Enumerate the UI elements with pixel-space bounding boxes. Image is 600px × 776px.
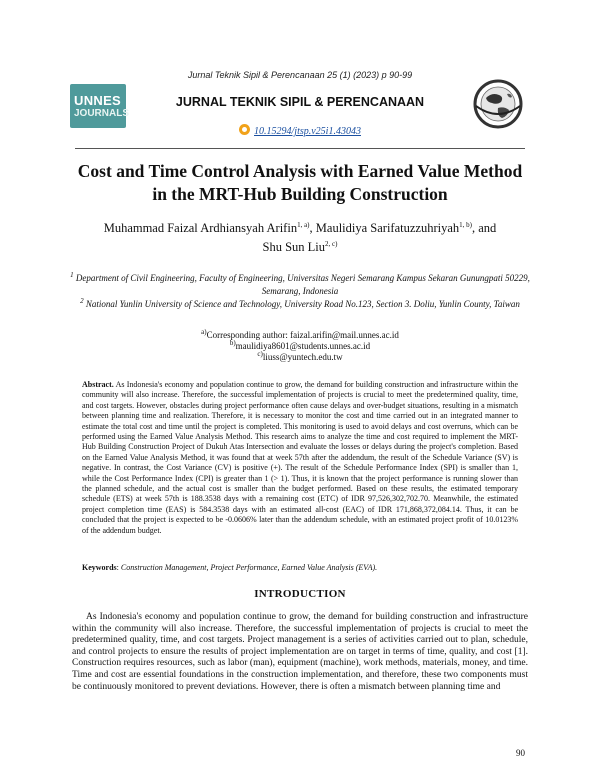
corresponding-emails bbox=[0, 330, 600, 363]
abstract bbox=[82, 380, 518, 536]
author-marker: 1, a) bbox=[297, 220, 310, 229]
abstract-label: Abstract. bbox=[82, 380, 114, 389]
author-list bbox=[60, 219, 540, 257]
affiliation-text: National Yunlin University of Science and Technology, University Road No.123, Section 3. Doliu, Yunlin County, Taiwan bbox=[85, 299, 520, 309]
logo-text-line1: UNNES bbox=[74, 93, 122, 108]
header-divider bbox=[75, 148, 525, 149]
affiliation-marker: 2 bbox=[80, 297, 84, 305]
author-name: Maulidiya Sarifatuzzuhriyah bbox=[315, 221, 460, 235]
author-separator: , and bbox=[471, 221, 497, 235]
title-line-2: in the MRT-Hub Building Construction bbox=[152, 184, 448, 204]
journal-name: JURNAL TEKNIK SIPIL & PERENCANAAN bbox=[175, 95, 425, 109]
author-email: liuss@yuntech.edu.tw bbox=[262, 352, 343, 362]
author-separator: , bbox=[309, 221, 316, 235]
page-number: 90 bbox=[516, 748, 525, 758]
article-title bbox=[60, 160, 540, 206]
keywords: Keywords: Construction Management, Project Performance, Earned Value Analysis (EVA). bbox=[82, 563, 378, 572]
author-email: maulidiya8601@students.unnes.ac.id bbox=[235, 341, 371, 351]
section-heading-introduction: INTRODUCTION bbox=[254, 588, 346, 600]
email-marker: b) bbox=[229, 339, 236, 347]
author-name: Shu Sun Liu bbox=[262, 240, 326, 254]
affiliation-1 bbox=[70, 272, 530, 298]
doi-line bbox=[0, 124, 600, 137]
author-name: Muhammad Faizal Ardhiansyah Arifin bbox=[103, 221, 298, 235]
author-marker: 2, c) bbox=[325, 239, 338, 248]
keywords-text: Construction Management, Project Performance, Earned Value Analysis (EVA). bbox=[120, 563, 378, 572]
abstract-text: As Indonesia's economy and population continue to grow, the demand for building construction and infrastructure within the community will also increase. Therefore, the successful implementation of projects is crucial to meet the predetermined quality, time, and cost targets. However, obstacles during project performance often cause delays and over-budget situations, resulting in a mismatch between planning time and realization. Therefore, it is necessary to monitor the cost and time carried out in an integrated manner to estimate the total cost and time until the project is completed. This monitoring is used to avoid delays and cost overruns, which can be performed using the Earned Value Analysis Method. This research aims to analyze the time and cost required to implement the MRT-Hub Building Construction Project of Dukuh Atas Intersection and evaluate the losses or delays during the project's completion. Based on the Earned Value Analysis Method, it was found that at week 57th after the addendum, the result of the Schedule Variance (SV) is negative. In contrast, the Cost Variance (CV) is positive (+). The result of the Schedule Performance Index (SPI) is smaller than 1, while the Cost Performance Index (CPI) is greater than 1 (> 1). Thus, it is known that the project performance is running slower than the planned schedule, and the actual cost is smaller than the budget performed. Based on these results, the estimated temporary schedule (ETS) at week 57th is 188.3538 days with a remaining cost (ETC) of IDR 97,526,302,702.70. Meanwhile, the estimated project completion time (EAS) is 584.3538 days with an estimated all-cost (EAC) of IDR 171,868,372,084.14. Thus, it can be concluded that the project is expected to be -0.0606% later than the addendum schedule, with an estimated project profit of 10.0123% of the addendum budget. bbox=[82, 380, 518, 535]
doi-link[interactable]: 10.15294/jtsp.v25i1.43043 bbox=[254, 126, 361, 137]
email-marker: c) bbox=[257, 350, 263, 358]
corresponding-author-email: Corresponding author: faizal.arifin@mail.unnes.ac.id bbox=[206, 330, 399, 340]
affiliation-marker: 1 bbox=[70, 271, 74, 279]
email-marker: a) bbox=[201, 328, 207, 336]
affiliations bbox=[70, 272, 530, 311]
author-marker: 1, b) bbox=[459, 220, 472, 229]
title-line-1: Cost and Time Control Analysis with Earned Value Method bbox=[77, 161, 523, 181]
keywords-label: Keywords bbox=[82, 563, 117, 572]
introduction-paragraph: As Indonesia's economy and population continue to grow, the demand for building construction and infrastructure within the community will also increase. Therefore, the successful implementation of projects is crucial to meet the predetermined quality, time, and cost targets. Project management is a series of activities carried out to plan, schedule, and control projects to ensure the results of project implementation are on target in terms of time, quality, and cost [1]. Construction requires resources, such as labor (man), equipment (machine), work methods, materials, money, and time. Time and cost are essential foundations in the construction implementation, and therefore, these two components must be continuously monitored to prevent deviations. However, there is often a mismatch between planning time and bbox=[72, 612, 528, 692]
journal-citation: Jurnal Teknik Sipil & Perencanaan 25 (1) (2023) p 90-99 bbox=[187, 70, 413, 80]
affiliation-2 bbox=[70, 298, 530, 311]
logo-text-line2: JOURNALS bbox=[74, 108, 130, 119]
globe-logo-icon bbox=[468, 78, 528, 130]
doi-icon bbox=[239, 124, 250, 135]
affiliation-text: Department of Civil Engineering, Faculty of Engineering, Universitas Negeri Semarang Kampus Sekaran Gunungpati 50229, Semarang, Indonesia bbox=[75, 273, 530, 296]
